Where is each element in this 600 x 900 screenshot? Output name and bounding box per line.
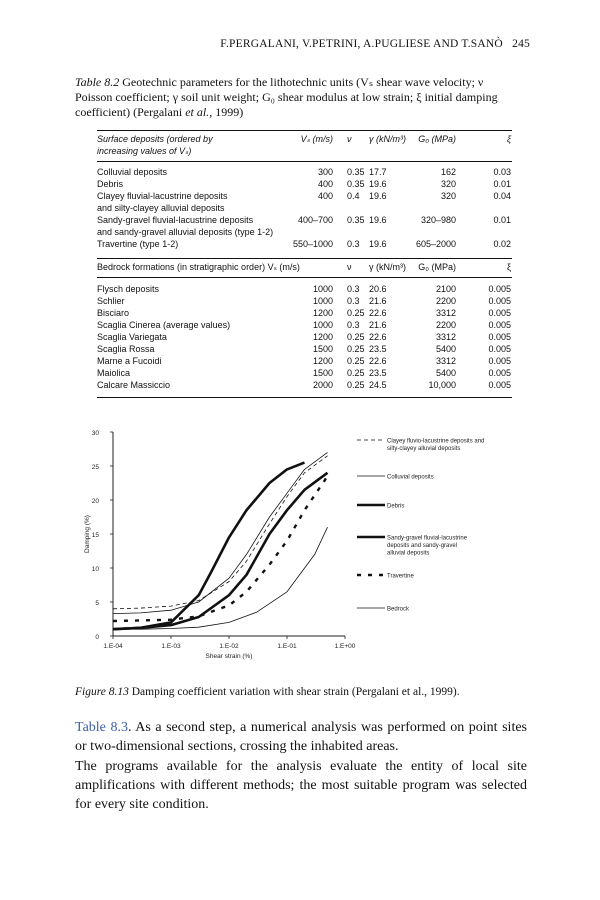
bedrock-cell-xi: 0.005 [488, 332, 511, 342]
surface-cell-name: Sandy-gravel fluvial-lacustrine deposits [97, 215, 254, 225]
body-paragraph-1 [75, 718, 527, 756]
surface-header-vs: Vₛ (m/s) [300, 134, 333, 144]
bedrock-cell-xi: 0.005 [488, 344, 511, 354]
surface-header-row [97, 133, 512, 145]
x-axis-label: Shear strain (%) [205, 653, 253, 660]
bedrock-row [97, 319, 512, 331]
table-caption-line1: Geotechnic parameters for the lithotechnic units (Vₛ shear wave velocity; ν [122, 75, 484, 89]
surface-cell-g0: 320 [440, 179, 456, 189]
legend-label: deposits and sandy-gravel [387, 543, 458, 549]
bedrock-cell-name: Flysch deposits [97, 284, 160, 294]
surface-cell-nu: 0.3 [347, 239, 360, 249]
bedrock-cell-gamma: 23.5 [369, 368, 387, 378]
bedrock-cell-vs: 1500 [312, 368, 333, 378]
surface-row [97, 214, 512, 226]
table-caption-line3-pre: coefficient) (Pergalani [75, 105, 186, 119]
series-line [113, 476, 328, 621]
surface-cell-gamma: 19.6 [369, 179, 387, 189]
bedrock-cell-name: Maiolica [97, 368, 131, 378]
table-bottom-rule [97, 397, 512, 398]
surface-header-line2: increasing values of Vₛ) [97, 146, 192, 156]
x-tick-label: 1.E-02 [219, 643, 239, 650]
bedrock-row [97, 283, 512, 295]
surface-header-gamma: γ (kN/m³) [369, 134, 406, 144]
bedrock-header-nu: ν [347, 262, 352, 272]
bedrock-row [97, 295, 512, 307]
bedrock-cell-gamma: 22.6 [369, 332, 387, 342]
surface-cell-gamma: 19.6 [369, 239, 387, 249]
surface-header-xi: ξ [506, 134, 511, 144]
bedrock-header-row [97, 261, 512, 273]
table-8-3-link[interactable]: Table 8.3 [75, 720, 128, 735]
surface-cell-name: Travertine (type 1-2) [97, 239, 179, 249]
y-tick-label: 10 [91, 566, 99, 573]
figure-caption-label: Figure 8.13 [75, 686, 129, 698]
bedrock-cell-name: Bisciaro [97, 308, 130, 318]
y-tick-label: 0 [95, 634, 99, 641]
y-axis-label: Damping (%) [84, 515, 91, 553]
bedrock-cell-nu: 0.25 [347, 332, 365, 342]
bedrock-cell-vs: 1000 [312, 296, 333, 306]
surface-cell-vs: 550–1000 [292, 239, 333, 249]
bedrock-cell-vs: 1200 [312, 308, 333, 318]
bedrock-cell-gamma: 22.6 [369, 308, 387, 318]
surface-cell-vs: 300 [317, 167, 333, 177]
table-caption-line2: Poisson coefficient; γ soil unit weight; G₀ shear modulus at low strain; ξ initial damping [75, 90, 498, 104]
bedrock-cell-g0: 2100 [435, 284, 456, 294]
bedrock-row [97, 355, 512, 367]
bedrock-cell-gamma: 23.5 [369, 344, 387, 354]
series-line [113, 527, 328, 629]
surface-header-rule [97, 161, 512, 162]
legend-label: silty-clayey alluvial deposits [387, 446, 461, 452]
legend-label: Sandy-gravel fluvial-lacustrine [387, 535, 468, 542]
bedrock-cell-name: Schlier [97, 296, 125, 306]
surface-header-g0: G₀ (MPa) [418, 134, 456, 144]
bedrock-cell-nu: 0.3 [347, 284, 360, 294]
figure-caption [75, 686, 460, 698]
surface-cell-g0: 320 [440, 191, 456, 201]
y-tick-label: 5 [95, 600, 99, 607]
body-paragraph-2 [75, 757, 527, 814]
bedrock-header-gamma: γ (kN/m³) [369, 262, 406, 272]
surface-cell-name: Colluvial deposits [97, 167, 168, 177]
legend-label: Clayey fluvio-lacustrine deposits and [387, 438, 485, 445]
bedrock-cell-xi: 0.005 [488, 308, 511, 318]
bedrock-cell-nu: 0.3 [347, 320, 360, 330]
surface-cell-gamma: 19.6 [369, 215, 387, 225]
bedrock-cell-vs: 1000 [312, 284, 333, 294]
surface-cell-nu: 0.35 [347, 179, 365, 189]
bedrock-cell-vs: 1500 [312, 344, 333, 354]
bedrock-cell-nu: 0.25 [347, 344, 365, 354]
surface-cell-xi: 0.02 [493, 239, 511, 249]
y-tick-label: 15 [91, 532, 99, 539]
y-tick-label: 20 [91, 498, 99, 505]
bedrock-cell-gamma: 22.6 [369, 356, 387, 366]
bedrock-cell-xi: 0.005 [488, 368, 511, 378]
y-tick-label: 25 [91, 464, 99, 471]
table-caption-line3-post: , 1999) [209, 105, 244, 119]
surface-cell-nu: 0.35 [347, 167, 365, 177]
y-tick-label: 30 [91, 430, 99, 437]
bedrock-cell-name: Scaglia Rossa [97, 344, 155, 354]
surface-cell-nu: 0.4 [347, 191, 360, 201]
bedrock-cell-xi: 0.005 [488, 296, 511, 306]
table-caption-label: Table 8.2 [75, 75, 120, 89]
bedrock-header-label: Bedrock formations (in stratigraphic order) Vₛ (m/s) [97, 262, 300, 272]
surface-cell-name: Debris [97, 179, 124, 189]
series-line [113, 473, 328, 629]
bedrock-row [97, 307, 512, 319]
bedrock-cell-nu: 0.3 [347, 296, 360, 306]
bedrock-cell-g0: 3312 [435, 356, 456, 366]
bedrock-cell-nu: 0.25 [347, 308, 365, 318]
bedrock-cell-xi: 0.005 [488, 320, 511, 330]
bedrock-cell-name: Scaglia Variegata [97, 332, 167, 342]
series-line [113, 452, 328, 613]
body-paragraph-1-text: . As a second step, a numerical analysis was performed on point sites or two-dimensional sections, crossing the inhabited areas. [75, 720, 527, 754]
bedrock-cell-vs: 1200 [312, 356, 333, 366]
running-header [220, 38, 530, 50]
bedrock-cell-g0: 3312 [435, 332, 456, 342]
bedrock-cell-nu: 0.25 [347, 356, 365, 366]
bedrock-cell-gamma: 21.6 [369, 320, 387, 330]
x-tick-label: 1.E+00 [334, 643, 356, 650]
surface-row [97, 226, 512, 238]
x-tick-label: 1.E-03 [161, 643, 181, 650]
bedrock-cell-g0: 2200 [435, 320, 456, 330]
series-line [113, 463, 305, 630]
bedrock-row [97, 331, 512, 343]
table-caption-etal: et al. [185, 105, 210, 119]
surface-cell-nu: 0.35 [347, 215, 365, 225]
bedrock-row [97, 343, 512, 355]
legend-label: Colluvial deposits [387, 474, 434, 481]
bedrock-cell-xi: 0.005 [488, 284, 511, 294]
series-line [113, 456, 328, 609]
bedrock-cell-name: Scaglia Cinerea (average values) [97, 320, 231, 330]
bedrock-cell-vs: 1200 [312, 332, 333, 342]
surface-cell-xi: 0.01 [493, 179, 511, 189]
surface-cell-xi: 0.01 [493, 215, 511, 225]
bedrock-top-rule [97, 258, 512, 259]
surface-cell-g0: 605–2000 [415, 239, 456, 249]
surface-cell-g0: 162 [440, 167, 456, 177]
bedrock-cell-xi: 0.005 [488, 356, 511, 366]
surface-cell-name: Clayey fluvial-lacustrine deposits [97, 191, 228, 201]
surface-row [97, 238, 512, 250]
surface-cell-vs: 400 [317, 191, 333, 201]
x-tick-label: 1.E-01 [277, 643, 297, 650]
bedrock-cell-name: Marne a Fucoidi [97, 356, 162, 366]
surface-cell-g0: 320–980 [420, 215, 456, 225]
bedrock-cell-vs: 1000 [312, 320, 333, 330]
table-caption [75, 75, 527, 120]
legend-label: alluvial deposits [387, 550, 430, 557]
bedrock-cell-g0: 2200 [435, 296, 456, 306]
x-tick-label: 1.E-04 [103, 643, 123, 650]
surface-cell-name: and silty-clayey alluvial deposits [97, 203, 225, 213]
bedrock-cell-gamma: 21.6 [369, 296, 387, 306]
surface-row [97, 166, 512, 178]
bedrock-cell-gamma: 20.6 [369, 284, 387, 294]
header-page-number: 245 [512, 38, 530, 50]
bedrock-cell-g0: 3312 [435, 308, 456, 318]
surface-row [97, 178, 512, 190]
surface-cell-vs: 400–700 [297, 215, 333, 225]
bedrock-header-rule [97, 277, 512, 278]
legend-label: Debris [387, 503, 405, 510]
surface-row [97, 190, 512, 202]
surface-cell-gamma: 17.7 [369, 167, 387, 177]
header-authors: F.PERGALANI, V.PETRINI, A.PUGLIESE AND T.SANÒ [220, 38, 503, 50]
bedrock-cell-vs: 2000 [312, 380, 333, 390]
legend-label: Travertine [387, 573, 414, 580]
body-paragraph-2-text: The programs available for the analysis evaluate the entity of local site amplifications with different methods; the most suitable program was selected for every site condition. [75, 759, 527, 812]
damping-chart [60, 420, 540, 675]
table-top-rule [97, 130, 512, 131]
bedrock-cell-g0: 5400 [435, 368, 456, 378]
bedrock-row [97, 367, 512, 379]
bedrock-cell-nu: 0.25 [347, 380, 365, 390]
bedrock-header-g0: G₀ (MPa) [418, 262, 456, 272]
bedrock-cell-name: Calcare Massiccio [97, 380, 171, 390]
surface-row [97, 202, 512, 214]
bedrock-cell-g0: 5400 [435, 344, 456, 354]
bedrock-cell-g0: 10,000 [428, 380, 456, 390]
bedrock-row [97, 379, 512, 391]
bedrock-header-xi: ξ [506, 262, 511, 272]
legend-label: Bedrock [387, 606, 410, 613]
surface-cell-gamma: 19.6 [369, 191, 387, 201]
surface-cell-xi: 0.03 [493, 167, 511, 177]
figure-caption-text: Damping coefficient variation with shear strain (Pergalani et al., 1999). [128, 686, 460, 698]
bedrock-cell-xi: 0.005 [488, 380, 511, 390]
bedrock-cell-nu: 0.25 [347, 368, 365, 378]
surface-header-line1: Surface deposits (ordered by [97, 134, 213, 144]
surface-cell-name: and sandy-gravel alluvial deposits (type 1-2) [97, 227, 274, 237]
surface-cell-xi: 0.04 [493, 191, 511, 201]
surface-header-nu: ν [347, 134, 352, 144]
surface-header-row-2 [97, 145, 512, 157]
surface-cell-vs: 400 [317, 179, 333, 189]
bedrock-cell-gamma: 24.5 [369, 380, 387, 390]
